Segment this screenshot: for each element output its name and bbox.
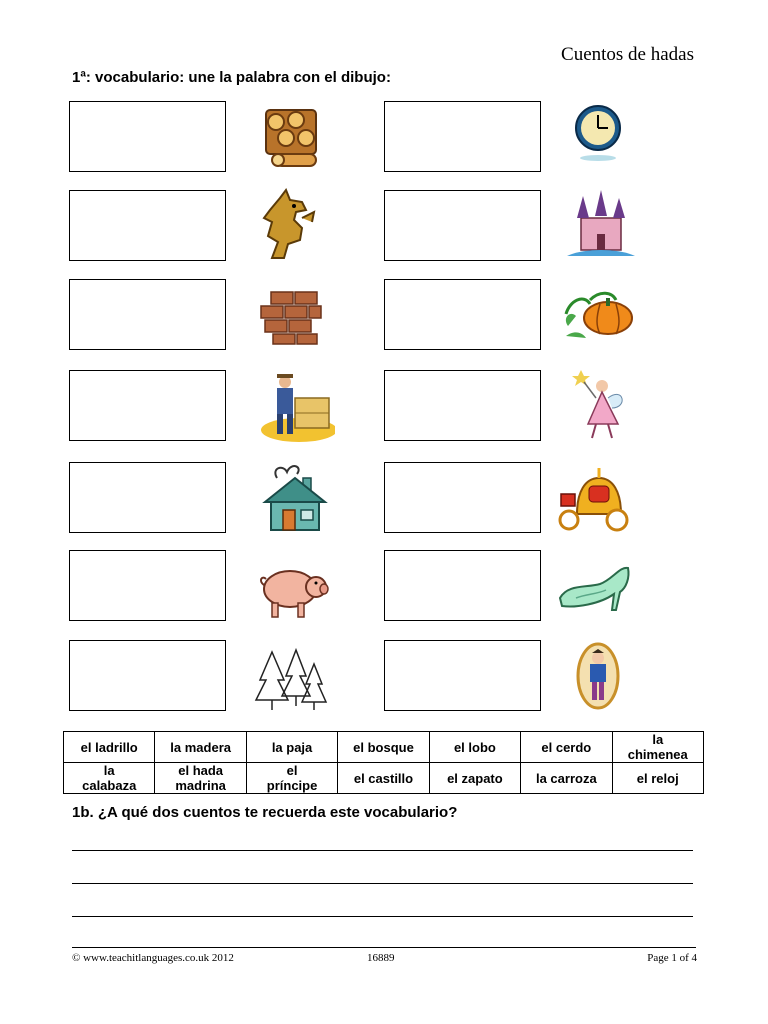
answer-box-right-2[interactable] xyxy=(384,190,541,261)
answer-box-left-2[interactable] xyxy=(69,190,226,261)
document-title: Cuentos de hadas xyxy=(561,44,694,65)
answer-box-right-7[interactable] xyxy=(384,640,541,711)
answer-box-right-1[interactable] xyxy=(384,101,541,172)
word-bank-cell: el hada madrina xyxy=(155,763,246,794)
house-chimney-icon xyxy=(257,460,333,536)
logs-icon xyxy=(256,102,332,178)
footer-page-number: Page 1 of 4 xyxy=(647,952,697,964)
word-bank-cell: la calabaza xyxy=(64,763,155,794)
word-bank-cell: el ladrillo xyxy=(64,732,155,763)
footer-rule xyxy=(72,947,696,948)
exercise-1a-heading: 1ª: vocabulario: une la palabra con el dibujo: xyxy=(72,69,391,86)
answer-box-right-4[interactable] xyxy=(384,370,541,441)
answer-line-1[interactable] xyxy=(72,850,693,851)
pumpkin-icon xyxy=(560,280,636,356)
word-bank-cell: el reloj xyxy=(612,763,703,794)
answer-box-right-3[interactable] xyxy=(384,279,541,350)
pig-icon xyxy=(254,551,330,627)
wolf-icon xyxy=(250,188,326,264)
answer-box-left-1[interactable] xyxy=(69,101,226,172)
word-bank-cell: el castillo xyxy=(338,763,429,794)
word-bank-row xyxy=(64,763,704,794)
word-bank-cell: el lobo xyxy=(429,732,520,763)
answer-box-left-7[interactable] xyxy=(69,640,226,711)
glass-slipper-icon xyxy=(556,554,632,630)
exercise-1b-question: 1b. ¿A qué dos cuentos te recuerda este vocabulario? xyxy=(72,804,458,821)
bricks-icon xyxy=(255,276,331,352)
forest-icon xyxy=(252,640,328,716)
answer-box-left-4[interactable] xyxy=(69,370,226,441)
word-bank-cell: la carroza xyxy=(521,763,612,794)
answer-box-left-5[interactable] xyxy=(69,462,226,533)
word-bank-table xyxy=(63,731,704,794)
answer-box-left-6[interactable] xyxy=(69,550,226,621)
carriage-icon xyxy=(555,462,631,538)
answer-box-right-5[interactable] xyxy=(384,462,541,533)
word-bank-cell: la paja xyxy=(246,732,337,763)
fairy-icon xyxy=(562,368,638,444)
word-bank-cell: el príncipe xyxy=(246,763,337,794)
word-bank-cell: el zapato xyxy=(429,763,520,794)
footer-copyright: © www.teachitlanguages.co.uk 2012 xyxy=(72,952,234,964)
prince-icon xyxy=(560,640,636,716)
word-bank-cell: la madera xyxy=(155,732,246,763)
word-bank-cell: el bosque xyxy=(338,732,429,763)
castle-icon xyxy=(563,188,639,264)
answer-line-3[interactable] xyxy=(72,916,693,917)
answer-box-left-3[interactable] xyxy=(69,279,226,350)
word-bank-cell: la chimenea xyxy=(612,732,703,763)
straw-farmer-icon xyxy=(259,368,335,444)
word-bank-cell: el cerdo xyxy=(521,732,612,763)
clock-icon xyxy=(560,96,636,172)
answer-line-2[interactable] xyxy=(72,883,693,884)
footer-code: 16889 xyxy=(367,952,395,964)
word-bank-row xyxy=(64,732,704,763)
answer-box-right-6[interactable] xyxy=(384,550,541,621)
